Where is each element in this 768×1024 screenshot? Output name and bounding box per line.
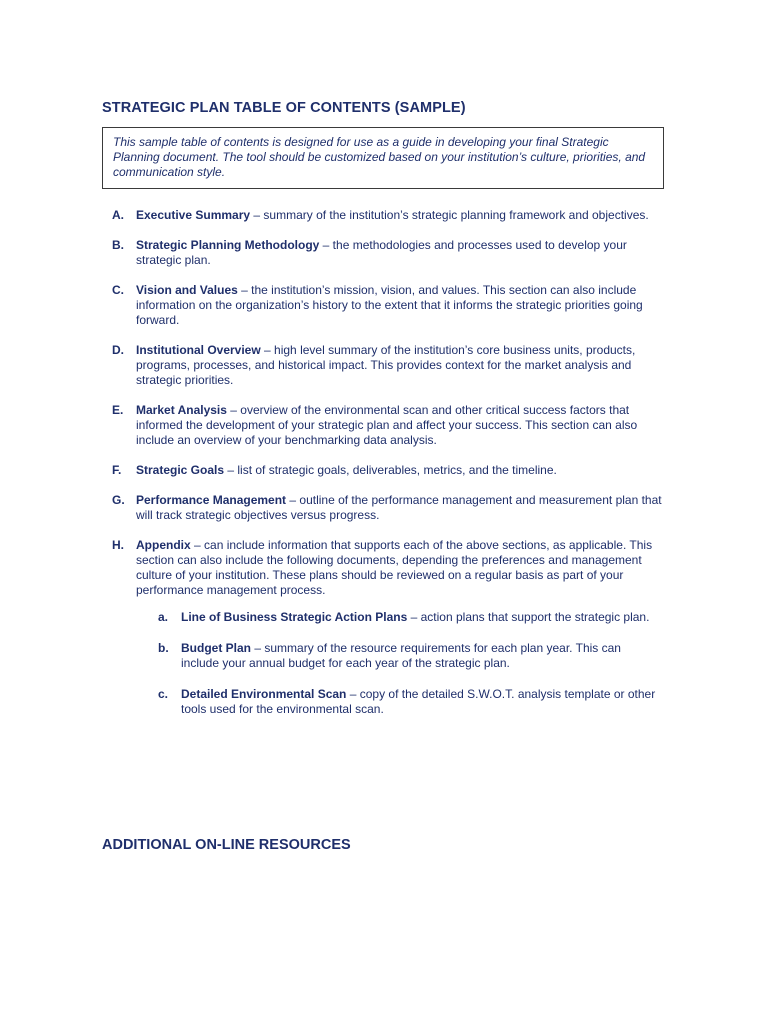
subitem-detailed-environmental-scan <box>158 687 658 717</box>
toc-letter: A. <box>112 208 124 222</box>
toc-letter: G. <box>112 492 125 507</box>
subitem-label: Line of Business Strategic Action Plans <box>181 610 408 624</box>
subitem-description: – action plans that support the strategic plan. <box>407 610 650 624</box>
toc-label: Performance Management <box>136 492 287 507</box>
toc-item-body <box>136 463 672 478</box>
toc-item-body <box>136 238 672 268</box>
toc-item-performance-management <box>112 493 672 523</box>
toc-item-body <box>136 403 672 449</box>
toc-description: – overview of the environmental scan and other critical success factors that informed the development of your strategic plan and affect your success. This section can also include an overview of your benchmarking data analysis. <box>136 402 638 448</box>
page-title: STRATEGIC PLAN TABLE OF CONTENTS (SAMPLE) <box>102 100 466 116</box>
toc-letter: F. <box>112 462 122 477</box>
toc-description: – the institution’s mission, vision, and values. This section can also include information on the organization’s history to the extent that it informs the strategic priorities going forward. <box>136 282 643 328</box>
toc-letter: C. <box>112 282 124 297</box>
toc-item-vision-and-values <box>112 283 672 329</box>
toc-item-strategic-goals <box>112 463 672 478</box>
toc-item-body <box>136 208 672 223</box>
toc-label: Strategic Planning Methodology <box>136 237 320 252</box>
toc-item-body <box>136 538 672 599</box>
subitem-budget-plan <box>158 641 658 671</box>
toc-description: – the methodologies and processes used to develop your strategic plan. <box>136 237 627 267</box>
toc-letter: D. <box>112 342 124 357</box>
toc-item-executive-summary <box>112 208 672 223</box>
toc-label: Vision and Values <box>136 282 238 297</box>
intro-note-box: This sample table of contents is designed for use as a guide in developing your final Strategic Planning document. The tool should be customized based on your institution’s culture, priorities, and communication style. <box>102 127 664 189</box>
subitem-label: Detailed Environmental Scan <box>181 686 347 701</box>
appendix-subsections <box>158 610 658 733</box>
toc-label: Appendix <box>136 537 191 552</box>
toc-description: – summary of the institution’s strategic planning framework and objectives. <box>250 208 649 222</box>
toc-label: Executive Summary <box>136 208 251 222</box>
toc-item-appendix <box>112 538 672 599</box>
subitem-body <box>181 687 658 717</box>
toc-label: Market Analysis <box>136 402 227 417</box>
subitem-description: – summary of the resource requirements for each plan year. This can include your annual budget for each year of the strategic plan. <box>181 640 621 670</box>
subitem-letter: c. <box>158 686 169 701</box>
toc-description: – list of strategic goals, deliverables, metrics, and the timeline. <box>224 462 557 477</box>
subitem-letter: b. <box>158 640 169 655</box>
toc-label: Strategic Goals <box>136 462 225 477</box>
toc-label: Institutional Overview <box>136 342 261 357</box>
subitem-line-of-business-action-plans <box>158 610 658 625</box>
toc-letter: H. <box>112 537 124 552</box>
resources-heading: ADDITIONAL ON-LINE RESOURCES <box>102 837 351 853</box>
subitem-body <box>181 610 658 625</box>
toc-item-body <box>136 343 672 389</box>
subitem-label: Budget Plan <box>181 640 252 655</box>
toc-description: – outline of the performance management and measurement plan that will track strategic objectives versus progress. <box>136 492 662 522</box>
table-of-contents <box>112 208 672 613</box>
toc-item-market-analysis <box>112 403 672 449</box>
toc-item-body <box>136 493 672 523</box>
toc-letter: E. <box>112 402 124 417</box>
toc-letter: B. <box>112 237 124 252</box>
subitem-description: – copy of the detailed S.W.O.T. analysis template or other tools used for the environmental scan. <box>181 686 656 716</box>
toc-item-body <box>136 283 672 329</box>
subitem-body <box>181 641 658 671</box>
toc-item-institutional-overview <box>112 343 672 389</box>
toc-description: – high level summary of the institution’s core business units, products, programs, processes, and historical impact. This provides context for the market analysis and strategic priorities. <box>136 342 636 388</box>
toc-item-strategic-planning-methodology <box>112 238 672 268</box>
subitem-letter: a. <box>158 610 169 624</box>
toc-description: – can include information that supports each of the above sections, as applicable. This section can also include the following documents, depending the preferences and management culture of your institution. These plans should be reviewed on a regular basis as part of your performance management process. <box>136 537 653 598</box>
